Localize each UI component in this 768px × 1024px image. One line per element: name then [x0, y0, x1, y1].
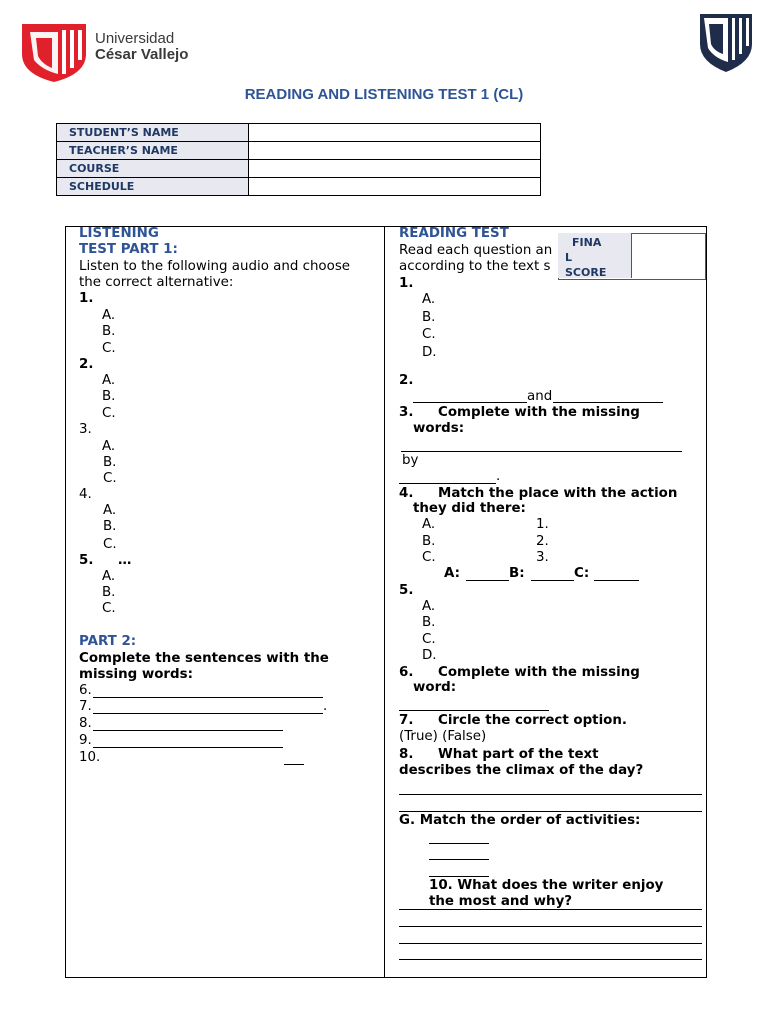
question-number: 2.: [399, 373, 414, 388]
question-text: word:: [413, 680, 457, 695]
student-info-table: [56, 123, 541, 196]
option-a[interactable]: A.: [102, 439, 116, 454]
listening-part1-heading: TEST PART 1:: [79, 242, 178, 257]
reading-heading: READING TEST: [399, 226, 509, 241]
answer-blank[interactable]: [93, 697, 323, 698]
option-a[interactable]: A.: [103, 503, 117, 518]
university-name-line1: Universidad: [95, 30, 175, 47]
option-b[interactable]: B.: [103, 519, 117, 534]
page-title: READING AND LISTENING TEST 1 (CL): [244, 86, 524, 103]
listening-heading: LISTENING: [79, 226, 159, 241]
question-text: Complete with the missing: [438, 405, 640, 420]
final-score-label: L: [565, 251, 573, 264]
option-b[interactable]: B.: [422, 310, 436, 325]
option-b[interactable]: B.: [102, 389, 116, 404]
option-d[interactable]: D.: [422, 648, 437, 663]
question-number: 1.: [79, 291, 94, 306]
match-number: 1.: [536, 517, 549, 532]
option-b[interactable]: B.: [422, 615, 436, 630]
answer-blank[interactable]: [553, 402, 663, 403]
match-answer-b: B:: [509, 566, 525, 581]
question-number: 8.: [399, 747, 414, 762]
option-c[interactable]: C.: [102, 341, 116, 356]
answer-blank[interactable]: [93, 713, 323, 714]
course-label: COURSE: [57, 160, 249, 178]
answer-blank[interactable]: [399, 811, 702, 812]
part2-heading: PART 2:: [79, 634, 137, 649]
match-answer-a: A:: [444, 566, 460, 581]
test-content-box: [65, 226, 707, 978]
table-row: [57, 178, 541, 196]
option-c[interactable]: C.: [103, 471, 117, 486]
answer-blank[interactable]: [531, 580, 574, 581]
option-a[interactable]: A.: [102, 308, 116, 323]
part2-instruction-2: missing words:: [79, 667, 193, 682]
by-text: by: [402, 453, 419, 468]
question-text: the most and why?: [429, 894, 573, 909]
question-number: 4.: [79, 487, 92, 502]
reading-instruction-2: according to the text s: [399, 259, 551, 274]
answer-blank[interactable]: [399, 483, 496, 484]
university-logo-icon: [22, 24, 86, 82]
answer-blank[interactable]: [594, 580, 639, 581]
answer-blank[interactable]: [399, 926, 702, 927]
answer-blank[interactable]: [399, 794, 702, 795]
table-row: [57, 124, 541, 142]
option-c[interactable]: C.: [422, 632, 436, 647]
answer-blank[interactable]: [399, 710, 549, 711]
answer-blank[interactable]: [93, 747, 283, 748]
column-divider: [384, 226, 385, 977]
question-text: G. Match the order of activities:: [399, 813, 641, 828]
sentence-period: .: [323, 699, 328, 714]
question-text: 10. What does the writer enjoy: [429, 878, 664, 893]
option-b: B.: [422, 534, 436, 549]
reading-instruction: Read each question an: [399, 243, 553, 258]
true-false-options[interactable]: (True) (False): [399, 729, 487, 744]
option-b[interactable]: B.: [102, 324, 116, 339]
question-text: words:: [413, 421, 465, 436]
option-b[interactable]: B.: [103, 455, 117, 470]
match-number: 3.: [536, 550, 549, 565]
option-a[interactable]: A.: [422, 292, 436, 307]
answer-blank[interactable]: [429, 859, 489, 860]
question-text: Complete with the missing: [438, 665, 640, 680]
question-number: 5.: [399, 583, 414, 598]
student-name-label: STUDENT’S NAME: [57, 124, 249, 142]
answer-blank[interactable]: [284, 764, 304, 765]
sentence-number: 8.: [79, 716, 92, 731]
match-answer-c: C:: [574, 566, 590, 581]
answer-blank[interactable]: [413, 402, 527, 403]
option-c[interactable]: C.: [102, 601, 116, 616]
answer-blank[interactable]: [401, 451, 682, 452]
question-text: What part of the text: [438, 747, 599, 762]
schedule-label: SCHEDULE: [57, 178, 249, 196]
answer-blank[interactable]: [399, 943, 702, 944]
question-number: 4.: [399, 486, 414, 501]
university-name-line2: César Vallejo: [95, 46, 189, 63]
question-text: describes the climax of the day?: [399, 763, 644, 778]
answer-blank[interactable]: [429, 876, 489, 877]
option-c[interactable]: C.: [102, 406, 116, 421]
and-text: and: [527, 389, 553, 404]
question-number: 1.: [399, 276, 414, 291]
ellipsis: …: [118, 553, 132, 568]
teacher-name-field[interactable]: [249, 142, 541, 160]
sentence-number: 9.: [79, 733, 92, 748]
student-name-field[interactable]: [249, 124, 541, 142]
sentence-number: 10.: [79, 750, 101, 765]
option-c[interactable]: C.: [103, 537, 117, 552]
sentence-number: 7.: [79, 699, 92, 714]
schedule-field[interactable]: [249, 178, 541, 196]
option-c[interactable]: C.: [422, 327, 436, 342]
teacher-name-label: TEACHER’S NAME: [57, 142, 249, 160]
match-number: 2.: [536, 534, 549, 549]
option-a[interactable]: A.: [102, 373, 116, 388]
question-number: 7.: [399, 713, 414, 728]
shield-emblem-icon: [700, 14, 752, 72]
question-text: Circle the correct option.: [438, 713, 627, 728]
question-number: 6.: [399, 665, 414, 680]
answer-blank[interactable]: [399, 959, 702, 960]
option-d[interactable]: D.: [422, 345, 437, 360]
option-a: A.: [422, 517, 436, 532]
part2-instruction: Complete the sentences with the: [79, 651, 329, 666]
option-a[interactable]: A.: [422, 599, 436, 614]
answer-blank[interactable]: [93, 730, 283, 731]
question-number: 3.: [79, 422, 92, 437]
table-row: [57, 142, 541, 160]
final-score-label: SCORE: [565, 266, 607, 279]
table-row: [57, 160, 541, 178]
question-number: 2.: [79, 357, 94, 372]
option-a[interactable]: A.: [102, 569, 116, 584]
period-text: .: [496, 469, 501, 484]
answer-blank[interactable]: [429, 843, 489, 844]
question-number: 5.: [79, 553, 94, 568]
question-text: they did there:: [413, 501, 526, 516]
option-b[interactable]: B.: [102, 585, 116, 600]
answer-blank[interactable]: [466, 580, 509, 581]
listening-instruction-2: the correct alternative:: [79, 275, 234, 290]
sentence-number: 6.: [79, 683, 92, 698]
question-number: 3.: [399, 405, 414, 420]
question-text: Match the place with the action: [438, 486, 678, 501]
final-score-label: FINA: [572, 236, 602, 249]
listening-instruction: Listen to the following audio and choose: [79, 259, 351, 274]
option-c: C.: [422, 550, 436, 565]
answer-blank[interactable]: [399, 909, 702, 910]
course-field[interactable]: [249, 160, 541, 178]
